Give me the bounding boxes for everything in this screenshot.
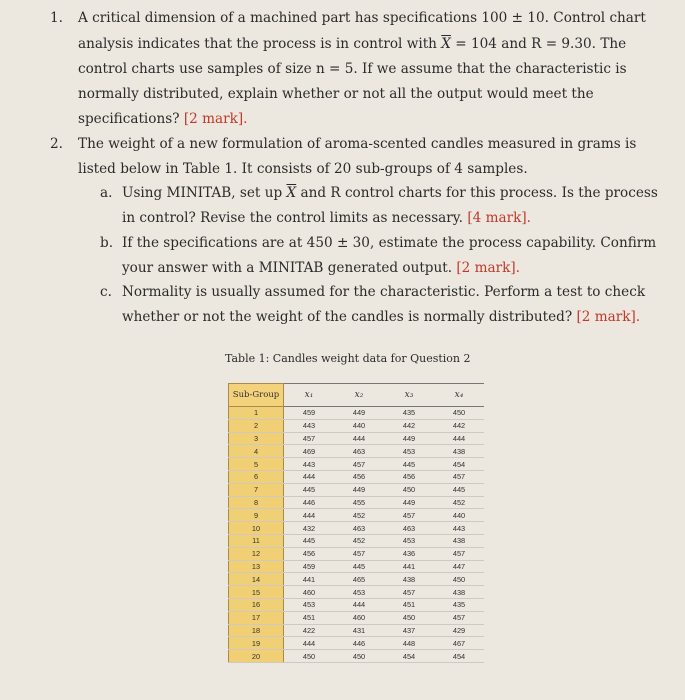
weight-cell: 446 xyxy=(284,496,335,509)
table-row xyxy=(229,624,485,637)
weight-cell: 457 xyxy=(284,432,335,445)
q2a-line-1-pre: Using MINITAB, set up xyxy=(122,185,283,201)
q2-line-2: listed below in Table 1. It consists of 20 sub-groups of 4 samples. xyxy=(78,161,528,177)
weight-cell: 455 xyxy=(334,496,384,509)
sub-group-cell: 9 xyxy=(229,509,284,522)
table-row xyxy=(229,407,485,420)
weight-cell: 457 xyxy=(334,547,384,560)
weight-cell: 449 xyxy=(384,432,434,445)
q1-line-2-text: analysis indicates that the process is in control with xyxy=(78,36,437,52)
weight-cell: 442 xyxy=(384,419,434,432)
weight-cell: 444 xyxy=(284,637,335,650)
q2c-line-2-text: whether or not the weight of the candles is normally distributed? xyxy=(122,309,573,325)
table-body xyxy=(229,407,485,663)
weight-cell: 452 xyxy=(334,534,384,547)
weight-cell: 437 xyxy=(384,624,434,637)
sub-group-cell: 14 xyxy=(229,573,284,586)
table-row xyxy=(229,573,485,586)
weight-cell: 457 xyxy=(434,547,484,560)
q2a-line-1 xyxy=(122,181,658,205)
sub-group-cell: 8 xyxy=(229,496,284,509)
weight-cell: 452 xyxy=(434,496,484,509)
weight-cell: 444 xyxy=(434,432,484,445)
weight-cell: 442 xyxy=(434,419,484,432)
sub-group-cell: 6 xyxy=(229,470,284,483)
table-row xyxy=(229,496,485,509)
weight-cell: 440 xyxy=(334,419,384,432)
weight-cell: 450 xyxy=(334,650,384,663)
q2b-mark: [2 mark]. xyxy=(456,260,521,276)
weight-cell: 445 xyxy=(334,560,384,573)
sub-group-cell: 1 xyxy=(229,407,284,420)
header-sub-group: Sub-Group xyxy=(229,384,284,407)
weight-cell: 456 xyxy=(384,470,434,483)
q1-line-4: normally distributed, explain whether or not all the output would meet the xyxy=(78,86,594,102)
q1-mark: [2 mark]. xyxy=(183,111,248,127)
q2a-line-2 xyxy=(122,206,531,230)
weight-cell: 438 xyxy=(434,445,484,458)
table-row xyxy=(229,598,485,611)
weight-cell: 435 xyxy=(384,407,434,420)
weight-cell: 443 xyxy=(284,458,335,471)
table-row xyxy=(229,483,485,496)
q2a-xbar-symbol: $\overline{X}$ xyxy=(286,185,297,201)
weight-cell: 457 xyxy=(434,470,484,483)
q2a-label: a. xyxy=(100,185,113,201)
q2-line-1: The weight of a new formulation of aroma-scented candles measured in grams is xyxy=(78,136,637,152)
weight-cell: 449 xyxy=(334,483,384,496)
q1-line-2-values: = 104 and R = 9.30. The xyxy=(455,36,627,52)
sub-group-cell: 4 xyxy=(229,445,284,458)
weight-cell: 444 xyxy=(334,432,384,445)
table-row xyxy=(229,547,485,560)
weight-cell: 456 xyxy=(334,470,384,483)
weight-cell: 459 xyxy=(284,407,335,420)
weight-cell: 443 xyxy=(284,419,335,432)
weight-cell: 431 xyxy=(334,624,384,637)
weight-cell: 463 xyxy=(334,445,384,458)
table-row xyxy=(229,650,485,663)
weight-cell: 450 xyxy=(384,483,434,496)
sub-group-cell: 17 xyxy=(229,611,284,624)
weight-cell: 454 xyxy=(434,458,484,471)
sub-group-cell: 12 xyxy=(229,547,284,560)
table-row xyxy=(229,509,485,522)
xbar-symbol: $\overline{X}$ xyxy=(441,36,451,52)
weight-cell: 435 xyxy=(434,598,484,611)
weight-cell: 457 xyxy=(434,611,484,624)
sub-group-cell: 13 xyxy=(229,560,284,573)
table-row xyxy=(229,458,485,471)
q1-number: 1. xyxy=(50,10,63,26)
weight-cell: 459 xyxy=(284,560,335,573)
q2c-line-2 xyxy=(122,305,640,329)
q2c-label: c. xyxy=(100,284,112,300)
header-x4: x₄ xyxy=(434,384,484,407)
weight-cell: 441 xyxy=(384,560,434,573)
table-row xyxy=(229,445,485,458)
weight-cell: 463 xyxy=(384,522,434,535)
sub-group-cell: 3 xyxy=(229,432,284,445)
weight-cell: 463 xyxy=(334,522,384,535)
weight-cell: 422 xyxy=(284,624,335,637)
weight-cell: 469 xyxy=(284,445,335,458)
weight-cell: 453 xyxy=(384,445,434,458)
q2a-mark: [4 mark]. xyxy=(467,210,531,226)
weight-cell: 441 xyxy=(284,573,335,586)
weight-cell: 445 xyxy=(384,458,434,471)
table-row xyxy=(229,522,485,535)
weight-cell: 454 xyxy=(434,650,484,663)
table-row xyxy=(229,432,485,445)
weight-cell: 444 xyxy=(284,509,335,522)
weight-cell: 453 xyxy=(284,598,335,611)
weight-cell: 449 xyxy=(334,407,384,420)
table-header-row xyxy=(229,384,485,407)
weight-cell: 465 xyxy=(334,573,384,586)
weight-cell: 449 xyxy=(384,496,434,509)
weight-cell: 446 xyxy=(334,637,384,650)
weight-cell: 438 xyxy=(434,586,484,599)
weight-cell: 436 xyxy=(384,547,434,560)
q1-line-5-text: specifications? xyxy=(78,111,180,127)
weight-cell: 444 xyxy=(334,598,384,611)
q2b-label: b. xyxy=(100,235,114,251)
q2b-line-1: If the specifications are at 450 ± 30, estimate the process capability. Confirm xyxy=(122,235,657,251)
weight-cell: 453 xyxy=(384,534,434,547)
q2a-line-1-post: and R control charts for this process. Is the process xyxy=(300,185,658,201)
weight-cell: 460 xyxy=(334,611,384,624)
weight-cell: 447 xyxy=(434,560,484,573)
sub-group-cell: 10 xyxy=(229,522,284,535)
q2b-line-2-text: your answer with a MINITAB generated output. xyxy=(122,260,453,276)
weight-cell: 450 xyxy=(384,611,434,624)
weight-cell: 457 xyxy=(384,509,434,522)
sub-group-cell: 18 xyxy=(229,624,284,637)
weight-cell: 451 xyxy=(384,598,434,611)
weight-cell: 443 xyxy=(434,522,484,535)
header-x1: x₁ xyxy=(284,384,335,407)
weight-cell: 457 xyxy=(384,586,434,599)
weight-cell: 445 xyxy=(284,534,335,547)
q1-line-5 xyxy=(78,107,247,131)
weight-cell: 460 xyxy=(284,586,335,599)
weight-cell: 454 xyxy=(384,650,434,663)
weight-cell: 448 xyxy=(384,637,434,650)
weight-cell: 450 xyxy=(434,407,484,420)
sub-group-cell: 16 xyxy=(229,598,284,611)
sub-group-cell: 20 xyxy=(229,650,284,663)
table-row xyxy=(229,419,485,432)
q2c-mark: [2 mark]. xyxy=(576,309,641,325)
q1-line-1: A critical dimension of a machined part has specifications 100 ± 10. Control chart xyxy=(78,10,646,26)
table-row xyxy=(229,560,485,573)
weight-cell: 456 xyxy=(284,547,335,560)
header-x2: x₂ xyxy=(334,384,384,407)
q2-number: 2. xyxy=(50,136,63,152)
table-row xyxy=(229,586,485,599)
weight-cell: 444 xyxy=(284,470,335,483)
sub-group-cell: 7 xyxy=(229,483,284,496)
weight-cell: 432 xyxy=(284,522,335,535)
q2b-line-2 xyxy=(122,256,520,280)
weight-cell: 450 xyxy=(434,573,484,586)
weight-cell: 429 xyxy=(434,624,484,637)
weight-cell: 438 xyxy=(384,573,434,586)
table-row xyxy=(229,637,485,650)
sub-group-cell: 11 xyxy=(229,534,284,547)
weight-cell: 450 xyxy=(284,650,335,663)
weight-cell: 457 xyxy=(334,458,384,471)
table-row xyxy=(229,470,485,483)
q1-line-2 xyxy=(78,32,626,56)
weight-cell: 467 xyxy=(434,637,484,650)
table-row xyxy=(229,534,485,547)
q2a-line-2-text: in control? Revise the control limits as necessary. xyxy=(122,210,463,226)
weight-cell: 440 xyxy=(434,509,484,522)
sub-group-cell: 19 xyxy=(229,637,284,650)
weight-cell: 453 xyxy=(334,586,384,599)
weight-cell: 445 xyxy=(434,483,484,496)
weight-cell: 445 xyxy=(284,483,335,496)
q2c-line-1: Normality is usually assumed for the characteristic. Perform a test to check xyxy=(122,284,646,300)
header-x3: x₃ xyxy=(384,384,434,407)
table-row xyxy=(229,611,485,624)
weight-cell: 452 xyxy=(334,509,384,522)
candles-weight-table xyxy=(228,383,484,663)
weight-cell: 438 xyxy=(434,534,484,547)
sub-group-cell: 5 xyxy=(229,458,284,471)
weight-cell: 451 xyxy=(284,611,335,624)
table-caption: Table 1: Candles weight data for Question 2 xyxy=(225,352,471,365)
sub-group-cell: 2 xyxy=(229,419,284,432)
sub-group-cell: 15 xyxy=(229,586,284,599)
q1-line-3: control charts use samples of size n = 5. If we assume that the characteristic is xyxy=(78,61,627,77)
